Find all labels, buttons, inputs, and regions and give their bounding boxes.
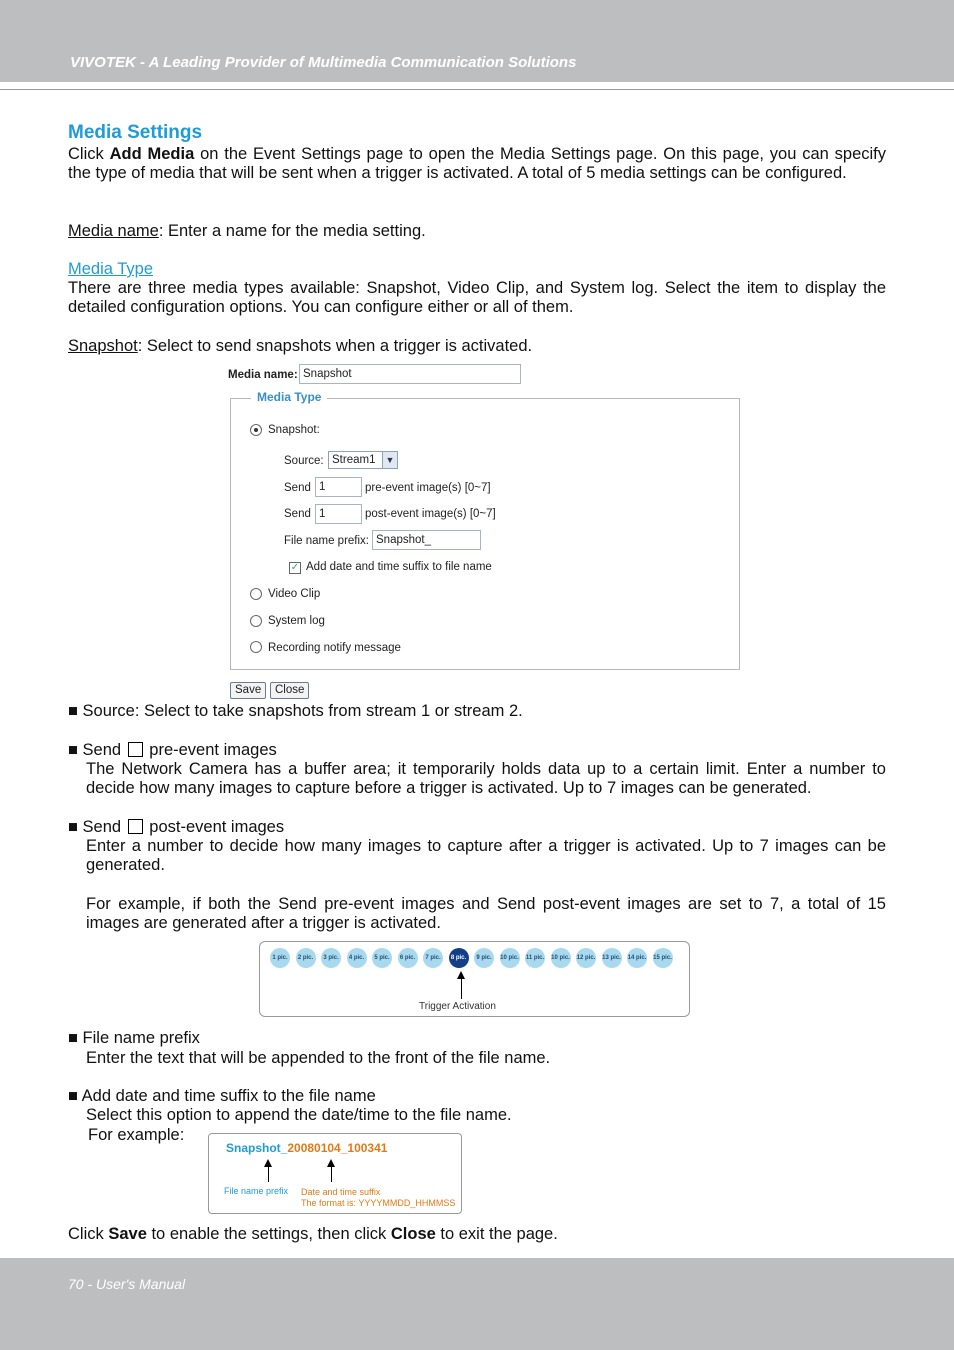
pic-circle: 10 pic. — [500, 948, 520, 968]
pic-circle: 9 pic. — [474, 948, 494, 968]
header-divider — [0, 89, 954, 90]
closing-paragraph: Click Save to enable the settings, then click Close to exit the page. — [68, 1225, 558, 1243]
pic-circle: 3 pic. — [321, 948, 341, 968]
post-event-text: post-event image(s) [0~7] — [365, 508, 496, 520]
format-caption: The format is: YYYYMMDD_HHMMSS — [301, 1198, 456, 1208]
header-title: VIVOTEK - A Leading Provider of Multimedia Communication Solutions — [70, 54, 577, 71]
pic-circle: 2 pic. — [296, 948, 316, 968]
suffix-label: Add date and time suffix to file name — [306, 561, 492, 573]
pic-circle: 10 pic. — [551, 948, 571, 968]
suffix-text: Select this option to append the date/time to the file name. — [86, 1106, 512, 1124]
source-select-value: Stream1 — [332, 454, 376, 466]
pic-circle: 13 pic. — [602, 948, 622, 968]
page-footer — [0, 1258, 954, 1350]
pre-event-bullet: ■ Send pre-event images — [68, 741, 277, 759]
post-event-bullet: ■ Send post-event images — [68, 818, 285, 836]
media-type-fieldset — [230, 390, 740, 670]
media-type-paragraph: There are three media types available: Snapshot, Video Clip, and System log. Select the item to display the detailed configuration options. You can configure either or all of them. — [68, 279, 886, 317]
intro-paragraph: Click Add Media on the Event Settings page to open the Media Settings page. On this page, you can specify the type of media that will be sent when a trigger is activated. A total of 5 media settings can be configured. — [68, 145, 887, 183]
pic-circle: 15 pic. — [653, 948, 673, 968]
snapshot-label: Snapshot: — [268, 424, 320, 436]
source-label: Source: — [284, 455, 324, 467]
pre-event-text: pre-event image(s) [0~7] — [365, 482, 491, 494]
pre-send-label: Send — [284, 482, 311, 494]
trigger-diagram — [259, 941, 690, 1017]
pic-circle: 4 pic. — [347, 948, 367, 968]
page-header — [0, 0, 954, 82]
pic-circle: 1 pic. — [270, 948, 290, 968]
example-filename: Snapshot_20080104_100341 — [226, 1141, 388, 1155]
video-clip-radio[interactable] — [250, 588, 262, 600]
snapshot-paragraph: Snapshot: Select to send snapshots when a trigger is activated. — [68, 337, 533, 355]
media-type-heading[interactable]: Media Type — [68, 260, 153, 278]
pic-circle: 5 pic. — [372, 948, 392, 968]
pic-circle: 6 pic. — [398, 948, 418, 968]
media-type-legend: Media Type — [251, 390, 327, 404]
prefix-arrow-icon — [268, 1166, 269, 1182]
section-title: Media Settings — [68, 122, 203, 143]
media-name-paragraph: Media name: Enter a name for the media setting. — [68, 222, 426, 240]
pic-circle: 14 pic. — [627, 948, 647, 968]
empty-box-icon — [128, 819, 143, 834]
suffix-bullet: ■ Add date and time suffix to the file name — [68, 1087, 376, 1105]
footer-page-number: 70 - User's Manual — [68, 1276, 186, 1292]
suffix-caption: Date and time suffix — [301, 1187, 381, 1197]
prefix-caption: File name prefix — [224, 1186, 289, 1196]
pic-circle: 12 pic. — [576, 948, 596, 968]
pre-event-text: The Network Camera has a buffer area; it temporarily holds data up to a certain limit. Enter a number to decide how many images to capture before a trigger is activated. Up to 7 images can be generated. — [86, 760, 886, 798]
video-clip-label: Video Clip — [268, 588, 321, 600]
snapshot-radio[interactable] — [250, 424, 262, 436]
media-name-label: Media name: — [228, 369, 298, 381]
save-button[interactable]: Save — [230, 682, 266, 699]
suffix-checkbox[interactable]: ✓ — [290, 562, 300, 573]
post-send-label: Send — [284, 508, 311, 520]
example-text: For example, if both the Send pre-event images and Send post-event images are set to 7, a total of 15 images are generated after a trigger is activated. — [86, 895, 886, 933]
pic-circle: 11 pic. — [525, 948, 545, 968]
source-select[interactable] — [328, 451, 398, 469]
media-name-input[interactable] — [299, 364, 521, 384]
for-example-label: For example: — [88, 1126, 185, 1144]
prefix-bullet: ■ File name prefix — [68, 1029, 200, 1047]
media-settings-form — [228, 362, 740, 702]
system-log-radio[interactable] — [250, 615, 262, 627]
system-log-label: System log — [268, 615, 325, 627]
prefix-text: Enter the text that will be appended to the front of the file name. — [86, 1049, 551, 1067]
post-event-input[interactable] — [315, 504, 362, 524]
trigger-label: Trigger Activation — [419, 1001, 496, 1012]
source-bullet: ■ Source: Select to take snapshots from stream 1 or stream 2. — [68, 702, 523, 720]
post-event-text: Enter a number to decide how many images to capture after a trigger is activated. Up to 7 images can be generated. — [86, 837, 886, 875]
filename-example — [208, 1133, 462, 1214]
recording-notify-radio[interactable] — [250, 641, 262, 653]
prefix-input[interactable] — [372, 530, 481, 550]
empty-box-icon — [128, 742, 143, 757]
trigger-arrow-icon — [461, 978, 462, 999]
chevron-down-icon: ▼ — [382, 452, 397, 468]
close-button[interactable]: Close — [270, 682, 309, 699]
recording-notify-label: Recording notify message — [268, 642, 401, 654]
pic-circle: 8 pic. — [449, 948, 469, 968]
pre-event-input[interactable] — [315, 477, 362, 497]
pic-circle: 7 pic. — [423, 948, 443, 968]
suffix-arrow-icon — [331, 1166, 332, 1182]
prefix-label: File name prefix: — [284, 535, 370, 547]
